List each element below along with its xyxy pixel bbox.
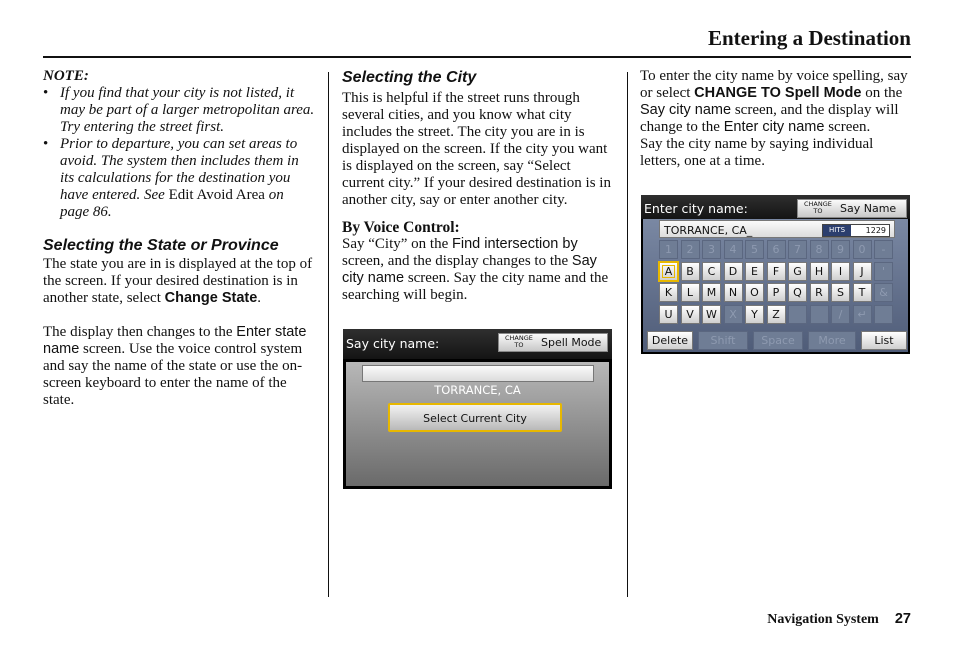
- key-blank[interactable]: [810, 305, 829, 324]
- key-0[interactable]: 0: [853, 240, 872, 259]
- key-w[interactable]: W: [702, 305, 721, 324]
- change-to-spell-mode-button[interactable]: [498, 333, 608, 352]
- paragraph: [43, 324, 315, 409]
- current-city-text: TORRANCE, CA: [434, 383, 521, 397]
- cross-reference: Edit Avoid Area: [168, 187, 265, 203]
- column-right: [640, 68, 912, 170]
- text: screen.: [828, 119, 871, 135]
- key-y[interactable]: Y: [745, 305, 764, 324]
- paragraph: This is helpful if the street runs through several cities, and you know what city includes the street. The city you are in is displayed on the screen. If the city you want is displayed on the screen, say “Select current city.” If your desired destination is in another city, say or enter another city.: [342, 90, 611, 208]
- keyboard-panel: [643, 219, 908, 352]
- column-divider: [328, 72, 329, 597]
- more-button[interactable]: More: [808, 331, 856, 350]
- note-text: Prior to departure, you can set areas to avoid. The system then includes them in its calculations for the destination you have entered. See: [60, 136, 299, 203]
- key-o[interactable]: O: [745, 283, 764, 302]
- text: The state you are in is displayed at the top of the screen. If your desired destination is in another state, select: [43, 256, 313, 306]
- text: screen. Use the voice control system and say the name of the state or use the on-screen keyboard to enter the name of the state.: [43, 341, 303, 408]
- key-m[interactable]: M: [702, 283, 721, 302]
- key-u[interactable]: U: [659, 305, 678, 324]
- key-s[interactable]: S: [831, 283, 850, 302]
- change-to-say-name-button[interactable]: [797, 199, 907, 218]
- delete-button[interactable]: Delete: [647, 331, 693, 350]
- key-c[interactable]: C: [702, 262, 721, 281]
- key-t[interactable]: T: [853, 283, 872, 302]
- text: The display then changes to the: [43, 324, 233, 340]
- paragraph: [43, 256, 315, 307]
- keyboard-grid: [659, 240, 893, 324]
- enter-city-name-screenshot: [641, 195, 910, 354]
- screen-title: Say city name:: [346, 336, 440, 351]
- key-v[interactable]: V: [681, 305, 700, 324]
- note-item: [43, 136, 315, 221]
- note-item: [43, 85, 315, 136]
- section-heading: Selecting the State or Province: [43, 237, 279, 254]
- column-middle: [342, 68, 614, 304]
- key-k[interactable]: K: [659, 283, 678, 302]
- hits-value: 1229: [865, 226, 886, 235]
- command-text: Change State: [164, 290, 258, 306]
- key-r[interactable]: R: [810, 283, 829, 302]
- shift-button[interactable]: Shift: [698, 331, 748, 350]
- change-button-label: Say Name: [840, 202, 897, 215]
- select-current-city-label: Select Current City: [423, 412, 527, 425]
- city-input-value: TORRANCE, CA_: [664, 224, 753, 237]
- change-button-label: Spell Mode: [541, 336, 602, 349]
- key-ampersand[interactable]: &: [874, 283, 893, 302]
- city-name-field: [362, 365, 594, 382]
- column-divider: [627, 72, 628, 597]
- paragraph: Say the city name by saying individual letters, one at a time.: [640, 136, 874, 169]
- key-4[interactable]: 4: [724, 240, 743, 259]
- screen-name: Say city name: [342, 253, 597, 286]
- key-9[interactable]: 9: [831, 240, 850, 259]
- key-8[interactable]: 8: [810, 240, 829, 259]
- key-x[interactable]: X: [724, 305, 743, 324]
- note-label: NOTE:: [43, 68, 89, 84]
- key-1[interactable]: 1: [659, 240, 678, 259]
- screen-name: Enter city name: [723, 119, 825, 135]
- key-i[interactable]: I: [831, 262, 850, 281]
- say-city-name-screenshot: [343, 329, 612, 489]
- screen-name: Find intersection by: [451, 236, 578, 252]
- screen-title: Enter city name:: [644, 201, 748, 216]
- key-2[interactable]: 2: [681, 240, 700, 259]
- text: Say “City” on the: [342, 236, 449, 252]
- page-number: 27: [894, 611, 911, 627]
- key-6[interactable]: 6: [767, 240, 786, 259]
- select-current-city-button[interactable]: [388, 403, 562, 432]
- key-5[interactable]: 5: [745, 240, 764, 259]
- paragraph: [640, 68, 912, 136]
- hits-counter: [822, 224, 890, 237]
- screen-name: Enter state name: [43, 324, 307, 357]
- screen-panel: [346, 362, 609, 486]
- key-f[interactable]: F: [767, 262, 786, 281]
- screen-title-bar: [641, 195, 910, 219]
- key-blank[interactable]: [874, 305, 893, 324]
- note-text: on page 86.: [60, 187, 284, 220]
- paragraph: [342, 236, 614, 304]
- section-heading: Selecting the City: [342, 69, 477, 86]
- key-d[interactable]: D: [724, 262, 743, 281]
- key-n[interactable]: N: [724, 283, 743, 302]
- text: To enter the city name by voice spelling, say or select: [640, 68, 908, 101]
- footer-label: Navigation System: [767, 612, 879, 627]
- key-g[interactable]: G: [788, 262, 807, 281]
- key-apostrophe[interactable]: ': [874, 262, 893, 281]
- title-rule: [43, 56, 911, 58]
- command-text: CHANGE TO Spell Mode: [694, 85, 862, 101]
- enter-key-icon[interactable]: ↵: [853, 305, 872, 324]
- key-e[interactable]: E: [745, 262, 764, 281]
- key-b[interactable]: B: [681, 262, 700, 281]
- text: screen, and the display changes to the: [342, 253, 569, 269]
- key-slash[interactable]: /: [831, 305, 850, 324]
- screen-name: Say city name: [640, 102, 732, 118]
- list-button[interactable]: List: [861, 331, 907, 350]
- change-to-caption: CHANGE TO: [804, 200, 832, 215]
- page-title: Entering a Destination: [707, 26, 911, 50]
- change-to-caption: CHANGE TO: [505, 334, 533, 349]
- key-l[interactable]: L: [681, 283, 700, 302]
- city-input-field[interactable]: [659, 220, 895, 238]
- key-q[interactable]: Q: [788, 283, 807, 302]
- key-j[interactable]: J: [853, 262, 872, 281]
- text: screen. Say the city name and the searching will begin.: [342, 270, 609, 303]
- hits-label: HITS: [823, 225, 851, 236]
- key-a[interactable]: A: [659, 262, 678, 281]
- key-7[interactable]: 7: [788, 240, 807, 259]
- page-footer: [767, 611, 911, 628]
- text: .: [257, 290, 262, 306]
- subheading: By Voice Control:: [342, 219, 460, 236]
- screen-title-bar: [343, 329, 612, 359]
- text: screen, and the display will change to the: [640, 102, 899, 135]
- note-list: [43, 85, 315, 221]
- text: on the: [865, 85, 903, 101]
- key-h[interactable]: H: [810, 262, 829, 281]
- key-blank[interactable]: [788, 305, 807, 324]
- key-z[interactable]: Z: [767, 305, 786, 324]
- note-text: If you find that your city is not listed, it may be part of a larger metropolitan area. Try entering the street first.: [60, 85, 315, 135]
- key-3[interactable]: 3: [702, 240, 721, 259]
- space-button[interactable]: Space: [753, 331, 803, 350]
- column-left: [43, 68, 315, 409]
- key-dash[interactable]: -: [874, 240, 893, 259]
- key-p[interactable]: P: [767, 283, 786, 302]
